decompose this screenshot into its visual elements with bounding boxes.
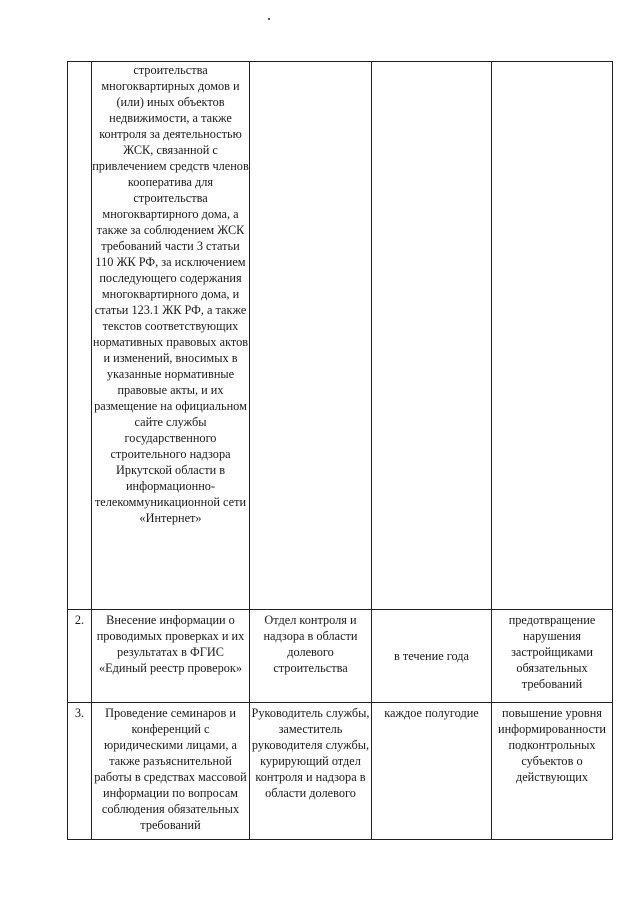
row-number: 3. bbox=[68, 703, 92, 840]
measure-text: Внесение информации о проводимых проверках и их результатах в ФГИС «Единый реестр проверок» bbox=[92, 610, 250, 703]
deadline-cell: каждое полугодие bbox=[372, 703, 492, 840]
responsible-cell: Руководитель службы, заместитель руководителя службы, курирующий отдел контроля и надзора в области долевого bbox=[250, 703, 372, 840]
result-cell: повышение уровня информированности подконтрольных субъектов о действующих bbox=[492, 703, 613, 840]
measure-text: Проведение семинаров и конференций с юридическими лицами, а также разъяснительной работы в средствах массовой информации по вопросам соблюдения обязательных требований bbox=[92, 703, 250, 840]
table-row bbox=[68, 62, 613, 610]
deadline-cell bbox=[372, 62, 492, 610]
responsible-cell: Отдел контроля и надзора в области долевого строительства bbox=[250, 610, 372, 703]
row-number bbox=[68, 62, 92, 610]
deadline-cell: в течение года bbox=[372, 610, 492, 703]
responsible-cell bbox=[250, 62, 372, 610]
table-row bbox=[68, 610, 613, 703]
plan-table bbox=[67, 61, 613, 840]
table-row bbox=[68, 703, 613, 840]
measure-text: строительства многоквартирных домов и (или) иных объектов недвижимости, а также контроля за деятельностью ЖСК, связанной с привлечением средств членов кооператива для строительства многоквартирного дома, а также за соблюдением ЖСК требований части 3 статьи 110 ЖК РФ, за исключением последующего содержания многоквартирного дома, и статьи 123.1 ЖК РФ, а также текстов соответствующих нормативных правовых актов и изменений, вносимых в указанные нормативные правовые акты, и их размещение на официальном сайте службы государственного строительного надзора Иркутской области в информационно-телекоммуникационной сети «Интернет» bbox=[92, 62, 250, 610]
result-cell: предотвращение нарушения застройщиками обязательных требований bbox=[492, 610, 613, 703]
result-cell bbox=[492, 62, 613, 610]
scan-mark bbox=[268, 18, 270, 20]
row-number: 2. bbox=[68, 610, 92, 703]
